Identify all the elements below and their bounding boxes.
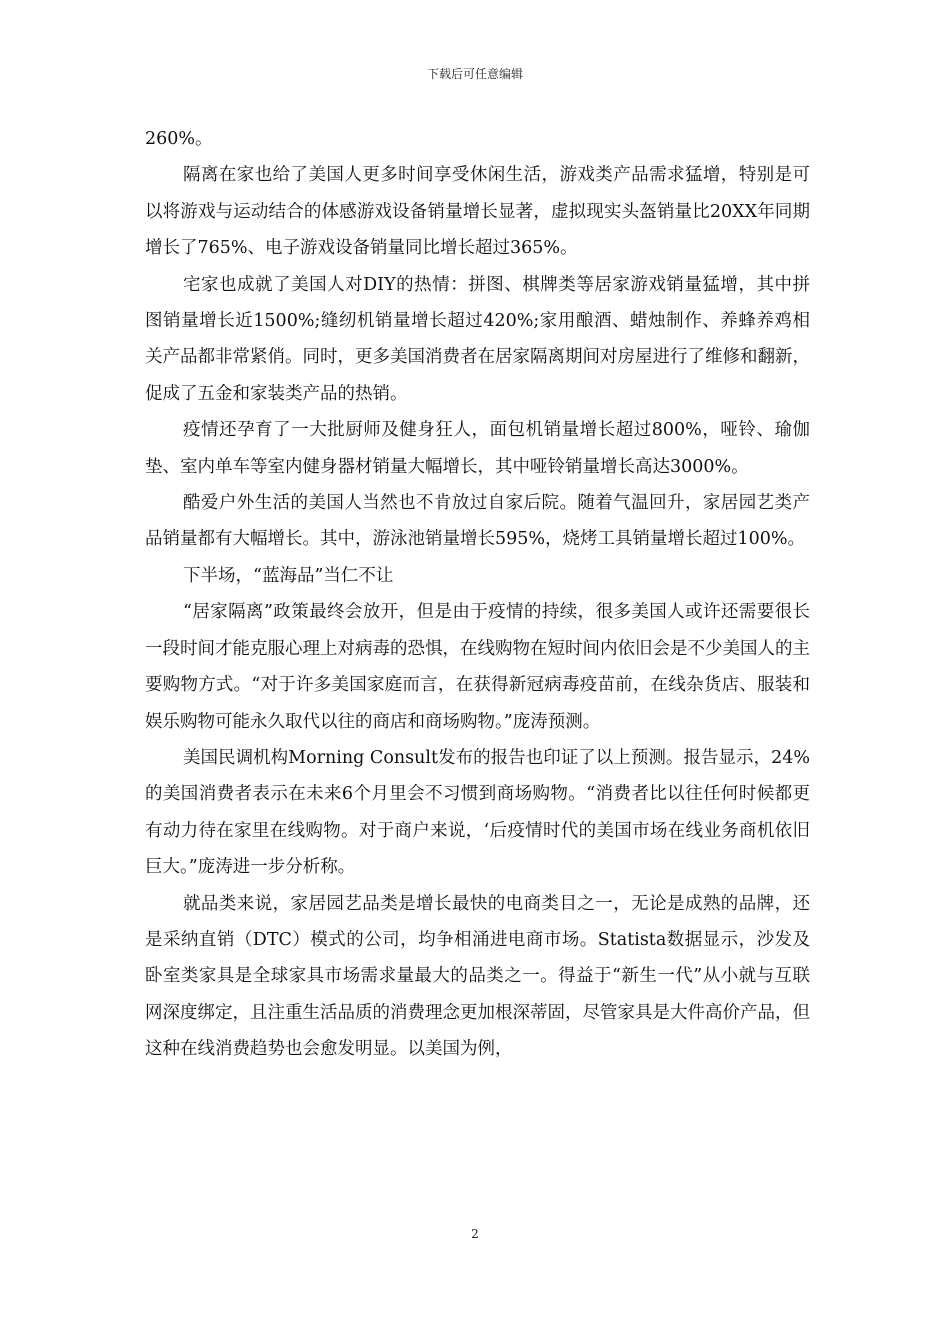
paragraph: 260%。 (145, 129, 213, 149)
paragraph: “居家隔离”政策最终会放开，但是由于疫情的持续，很多美国人或许还需要很长一段时间才能克服心理上对病毒的恐惧，在线购物在短时间内依旧会是不少美国人的主要购物方式。“对于许多美国家庭而言，在获得新冠病毒疫苗前，在线杂货店、服装和娱乐购物可能永久取代以往的商店和商场购物。”庞涛预测。 (145, 602, 810, 732)
paragraph: 疫情还孕育了一大批厨师及健身狂人，面包机销量增长超过800%，哑铃、瑜伽垫、室内单车等室内健身器材销量大幅增长，其中哑铃销量增长高达3000%。 (145, 420, 810, 477)
paragraph: 隔离在家也给了美国人更多时间享受休闲生活，游戏类产品需求猛增，特别是可以将游戏与运动结合的体感游戏设备销量增长显著，虚拟现实头盔销量比20XX年同期增长了765%、电子游戏设备销量同比增长超过365%。 (145, 165, 810, 259)
section-heading: 下半场，“蓝海品”当仁不让 (183, 565, 394, 586)
document-body (145, 121, 810, 1068)
page-number: 2 (471, 1227, 479, 1241)
page-header: 下载后可任意编辑 (426, 67, 523, 81)
paragraph: 酷爱户外生活的美国人当然也不肯放过自家后院。随着气温回升，家居园艺类产品销量都有大幅增长。其中，游泳池销量增长595%，烧烤工具销量增长超过100%。 (145, 493, 810, 550)
paragraph: 宅家也成就了美国人对DIY的热情：拼图、棋牌类等居家游戏销量猛增，其中拼图销量增长近1500%;缝纫机销量增长超过420%;家用酿酒、蜡烛制作、养蜂养鸡相关产品都非常紧俏。同时，更多美国消费者在居家隔离期间对房屋进行了维修和翻新，促成了五金和家装类产品的热销。 (145, 274, 810, 404)
paragraph: 就品类来说，家居园艺品类是增长最快的电商类目之一，无论是成熟的品牌，还是采纳直销（DTC）模式的公司，均争相涌进电商市场。Statista数据显示，沙发及卧室类家具是全球家具市场需求量最大的品类之一。得益于“新生一代”从小就与互联网深度绑定，且注重生活品质的消费理念更加根深蒂固，尽管家具是大件高价产品，但这种在线消费趋势也会愈发明显。以美国为例， (145, 893, 810, 1060)
paragraph: 美国民调机构Morning Consult发布的报告也印证了以上预测。报告显示，24%的美国消费者表示在未来6个月里会不习惯到商场购物。“消费者比以往任何时候都更有动力待在家里在线购物。对于商户来说，‘后疫情时代的美国市场在线业务商机依旧巨大。”庞涛进一步分析称。 (145, 747, 810, 878)
